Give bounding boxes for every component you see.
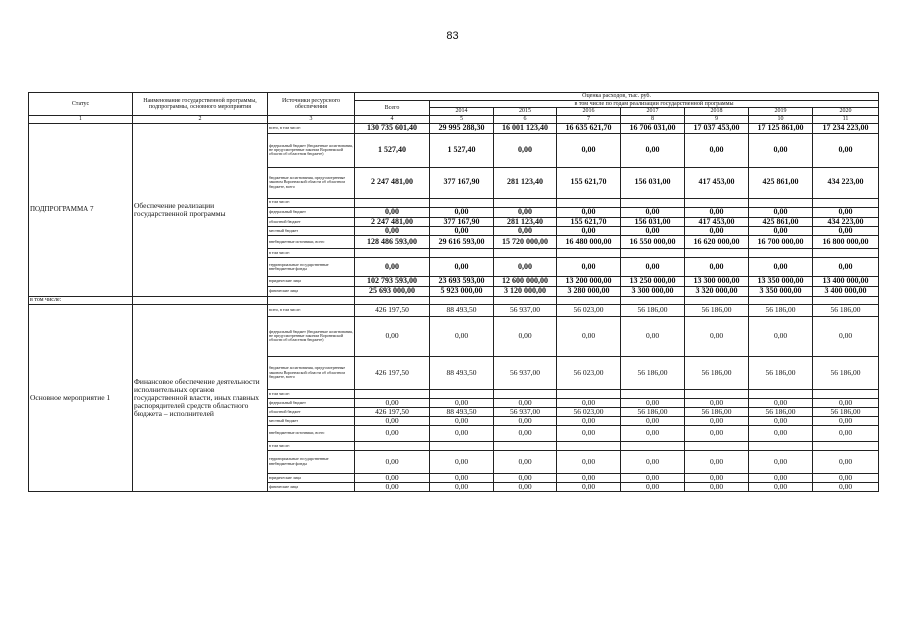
value-cell: 3 350 000,00 bbox=[749, 286, 813, 296]
value-cell: 56 186,00 bbox=[749, 356, 813, 389]
table-row bbox=[29, 304, 879, 316]
value-cell: 0,00 bbox=[685, 416, 749, 425]
value-cell: 0,00 bbox=[621, 398, 685, 407]
value-cell bbox=[430, 198, 494, 207]
value-cell: 128 486 593,00 bbox=[355, 236, 430, 249]
value-cell bbox=[685, 249, 749, 258]
value-cell: 0,00 bbox=[557, 416, 621, 425]
value-cell: 16 800 000,00 bbox=[813, 236, 879, 249]
column-number-3: 3 bbox=[268, 115, 355, 123]
value-cell: 56 023,00 bbox=[557, 356, 621, 389]
value-cell: 56 186,00 bbox=[685, 407, 749, 416]
column-number-8: 8 bbox=[621, 115, 685, 123]
value-cell: 17 125 861,00 bbox=[749, 123, 813, 133]
value-cell: 0,00 bbox=[749, 473, 813, 482]
column-number-2: 2 bbox=[133, 115, 268, 123]
value-cell bbox=[813, 198, 879, 207]
value-cell: 3 400 000,00 bbox=[813, 286, 879, 296]
empty-cell bbox=[685, 296, 749, 304]
header-year-2015: 2015 bbox=[494, 108, 557, 115]
value-cell: 0,00 bbox=[749, 416, 813, 425]
header-year-2016: 2016 bbox=[557, 108, 621, 115]
source-cell: федеральный бюджет (бюджетные ассигнования, не предусмотренные законом Воронежской области об областном бюджете) bbox=[268, 316, 355, 356]
value-cell: 417 453,00 bbox=[685, 167, 749, 198]
value-cell: 0,00 bbox=[813, 398, 879, 407]
empty-cell bbox=[749, 296, 813, 304]
header-year-2020: 2020 bbox=[813, 108, 879, 115]
empty-cell bbox=[430, 296, 494, 304]
value-cell: 0,00 bbox=[685, 316, 749, 356]
column-number-10: 10 bbox=[749, 115, 813, 123]
value-cell: 0,00 bbox=[355, 450, 430, 473]
value-cell: 0,00 bbox=[621, 450, 685, 473]
value-cell: 0,00 bbox=[355, 258, 430, 277]
including-row bbox=[29, 296, 879, 304]
value-cell bbox=[813, 441, 879, 450]
value-cell: 56 186,00 bbox=[813, 356, 879, 389]
value-cell bbox=[494, 249, 557, 258]
value-cell bbox=[685, 441, 749, 450]
source-cell: федеральный бюджет (бюджетные ассигнования, не предусмотренные законом Воронежской области об областном бюджете) bbox=[268, 133, 355, 167]
header-name: Наименование государственной программы, подпрограммы, основного мероприятия bbox=[133, 93, 268, 116]
value-cell: 1 527,40 bbox=[430, 133, 494, 167]
value-cell: 3 320 000,00 bbox=[685, 286, 749, 296]
value-cell: 0,00 bbox=[430, 316, 494, 356]
value-cell: 0,00 bbox=[749, 482, 813, 491]
column-number-6: 6 bbox=[494, 115, 557, 123]
value-cell bbox=[494, 441, 557, 450]
value-cell: 0,00 bbox=[749, 425, 813, 441]
value-cell: 0,00 bbox=[621, 207, 685, 217]
value-cell: 56 023,00 bbox=[557, 407, 621, 416]
value-cell: 1 527,40 bbox=[355, 133, 430, 167]
value-cell: 29 995 288,30 bbox=[430, 123, 494, 133]
value-cell: 0,00 bbox=[557, 398, 621, 407]
value-cell: 56 186,00 bbox=[621, 356, 685, 389]
header-year-2014: 2014 bbox=[430, 108, 494, 115]
value-cell: 426 197,50 bbox=[355, 304, 430, 316]
value-cell: 56 937,00 bbox=[494, 304, 557, 316]
table-body bbox=[29, 123, 879, 491]
value-cell bbox=[621, 198, 685, 207]
empty-cell bbox=[133, 296, 268, 304]
value-cell: 56 937,00 bbox=[494, 356, 557, 389]
value-cell: 0,00 bbox=[621, 416, 685, 425]
value-cell: 0,00 bbox=[355, 473, 430, 482]
source-cell: в том числе: bbox=[268, 249, 355, 258]
value-cell: 0,00 bbox=[355, 316, 430, 356]
value-cell: 16 635 621,70 bbox=[557, 123, 621, 133]
source-cell: всего, в том числе: bbox=[268, 304, 355, 316]
value-cell: 434 223,00 bbox=[813, 167, 879, 198]
value-cell: 16 550 000,00 bbox=[621, 236, 685, 249]
value-cell: 16 620 000,00 bbox=[685, 236, 749, 249]
value-cell: 434 223,00 bbox=[813, 217, 879, 226]
value-cell: 0,00 bbox=[494, 425, 557, 441]
header-estimate: Оценка расходов, тыс. руб. bbox=[355, 93, 879, 101]
source-cell: федеральный бюджет bbox=[268, 398, 355, 407]
value-cell: 0,00 bbox=[813, 482, 879, 491]
value-cell: 0,00 bbox=[813, 473, 879, 482]
value-cell: 0,00 bbox=[621, 316, 685, 356]
source-cell: в том числе: bbox=[268, 198, 355, 207]
value-cell: 0,00 bbox=[621, 482, 685, 491]
column-number-7: 7 bbox=[557, 115, 621, 123]
value-cell: 13 300 000,00 bbox=[685, 277, 749, 286]
value-cell: 0,00 bbox=[494, 450, 557, 473]
value-cell bbox=[749, 389, 813, 398]
value-cell: 0,00 bbox=[494, 482, 557, 491]
value-cell: 0,00 bbox=[430, 416, 494, 425]
value-cell: 0,00 bbox=[557, 226, 621, 235]
value-cell: 0,00 bbox=[685, 133, 749, 167]
value-cell: 0,00 bbox=[557, 482, 621, 491]
value-cell: 0,00 bbox=[621, 473, 685, 482]
value-cell: 0,00 bbox=[430, 450, 494, 473]
value-cell bbox=[355, 389, 430, 398]
value-cell: 417 453,00 bbox=[685, 217, 749, 226]
value-cell: 155 621,70 bbox=[557, 167, 621, 198]
value-cell: 102 793 593,00 bbox=[355, 277, 430, 286]
value-cell: 88 493,50 bbox=[430, 356, 494, 389]
value-cell: 425 861,00 bbox=[749, 167, 813, 198]
including-label: в том числе: bbox=[29, 296, 133, 304]
value-cell: 13 350 000,00 bbox=[749, 277, 813, 286]
value-cell: 0,00 bbox=[430, 226, 494, 235]
column-number-5: 5 bbox=[430, 115, 494, 123]
value-cell: 425 861,00 bbox=[749, 217, 813, 226]
value-cell: 0,00 bbox=[494, 258, 557, 277]
source-cell: физические лица bbox=[268, 482, 355, 491]
source-cell: территориальные государственные внебюджетные фонды bbox=[268, 258, 355, 277]
value-cell: 0,00 bbox=[494, 207, 557, 217]
value-cell: 0,00 bbox=[494, 398, 557, 407]
value-cell bbox=[749, 249, 813, 258]
value-cell: 0,00 bbox=[430, 482, 494, 491]
value-cell: 56 186,00 bbox=[685, 356, 749, 389]
source-cell: областной бюджет bbox=[268, 407, 355, 416]
page-number: 83 bbox=[446, 30, 459, 42]
value-cell bbox=[621, 389, 685, 398]
value-cell: 0,00 bbox=[430, 258, 494, 277]
value-cell: 156 031,00 bbox=[621, 167, 685, 198]
source-cell: местный бюджет bbox=[268, 416, 355, 425]
value-cell: 16 480 000,00 bbox=[557, 236, 621, 249]
column-number-1: 1 bbox=[29, 115, 133, 123]
source-cell: территориальные государственные внебюджетные фонды bbox=[268, 450, 355, 473]
value-cell: 0,00 bbox=[355, 425, 430, 441]
value-cell: 0,00 bbox=[621, 425, 685, 441]
empty-cell bbox=[494, 296, 557, 304]
value-cell: 0,00 bbox=[430, 425, 494, 441]
value-cell: 156 031,00 bbox=[621, 217, 685, 226]
budget-table bbox=[28, 92, 879, 492]
empty-cell bbox=[268, 296, 355, 304]
value-cell: 0,00 bbox=[494, 226, 557, 235]
value-cell: 0,00 bbox=[685, 258, 749, 277]
value-cell bbox=[621, 249, 685, 258]
empty-cell bbox=[557, 296, 621, 304]
header-sources: Источники ресурсного обеспечения bbox=[268, 93, 355, 116]
value-cell: 0,00 bbox=[813, 450, 879, 473]
value-cell bbox=[557, 389, 621, 398]
value-cell: 3 280 000,00 bbox=[557, 286, 621, 296]
value-cell: 0,00 bbox=[685, 450, 749, 473]
value-cell: 2 247 481,00 bbox=[355, 167, 430, 198]
status-cell: Основное мероприятие 1 bbox=[29, 304, 133, 491]
value-cell: 0,00 bbox=[557, 425, 621, 441]
value-cell bbox=[557, 441, 621, 450]
value-cell: 0,00 bbox=[494, 133, 557, 167]
value-cell: 17 037 453,00 bbox=[685, 123, 749, 133]
source-cell: в том числе: bbox=[268, 389, 355, 398]
empty-cell bbox=[355, 296, 430, 304]
header-year-2018: 2018 bbox=[685, 108, 749, 115]
value-cell: 0,00 bbox=[749, 133, 813, 167]
value-cell: 0,00 bbox=[685, 398, 749, 407]
value-cell: 0,00 bbox=[749, 398, 813, 407]
value-cell bbox=[749, 198, 813, 207]
value-cell bbox=[557, 249, 621, 258]
name-cell: Обеспечение реализации государственной программы bbox=[133, 123, 268, 296]
value-cell: 56 186,00 bbox=[749, 407, 813, 416]
header-by-years: в том числе по годам реализации государственной программы bbox=[430, 101, 879, 108]
value-cell: 0,00 bbox=[355, 398, 430, 407]
source-cell: федеральный бюджет bbox=[268, 207, 355, 217]
value-cell bbox=[494, 389, 557, 398]
value-cell: 0,00 bbox=[621, 258, 685, 277]
value-cell: 13 200 000,00 bbox=[557, 277, 621, 286]
value-cell: 0,00 bbox=[557, 316, 621, 356]
value-cell: 0,00 bbox=[749, 258, 813, 277]
value-cell: 0,00 bbox=[557, 133, 621, 167]
value-cell: 426 197,50 bbox=[355, 356, 430, 389]
value-cell: 426 197,50 bbox=[355, 407, 430, 416]
header-total: Всего bbox=[355, 101, 430, 116]
value-cell: 281 123,40 bbox=[494, 217, 557, 226]
value-cell bbox=[621, 441, 685, 450]
source-cell: всего, в том числе: bbox=[268, 123, 355, 133]
value-cell: 17 234 223,00 bbox=[813, 123, 879, 133]
value-cell: 3 120 000,00 bbox=[494, 286, 557, 296]
value-cell: 0,00 bbox=[813, 316, 879, 356]
value-cell: 16 706 031,00 bbox=[621, 123, 685, 133]
value-cell bbox=[557, 198, 621, 207]
value-cell: 0,00 bbox=[621, 226, 685, 235]
value-cell: 88 493,50 bbox=[430, 304, 494, 316]
source-cell: физические лица bbox=[268, 286, 355, 296]
value-cell: 16 700 000,00 bbox=[749, 236, 813, 249]
value-cell: 0,00 bbox=[557, 258, 621, 277]
source-cell: областной бюджет bbox=[268, 217, 355, 226]
value-cell: 0,00 bbox=[749, 226, 813, 235]
table-row bbox=[29, 123, 879, 133]
source-cell: бюджетные ассигнования, предусмотренные законом Воронежской области об областном бюджете, всего bbox=[268, 167, 355, 198]
value-cell: 281 123,40 bbox=[494, 167, 557, 198]
value-cell: 0,00 bbox=[355, 226, 430, 235]
value-cell: 0,00 bbox=[685, 207, 749, 217]
value-cell: 0,00 bbox=[494, 473, 557, 482]
header-year-2017: 2017 bbox=[621, 108, 685, 115]
value-cell: 0,00 bbox=[813, 425, 879, 441]
empty-cell bbox=[813, 296, 879, 304]
value-cell: 0,00 bbox=[355, 482, 430, 491]
value-cell: 23 693 593,00 bbox=[430, 277, 494, 286]
value-cell bbox=[685, 198, 749, 207]
source-cell: внебюджетные источники, всего bbox=[268, 236, 355, 249]
value-cell bbox=[430, 249, 494, 258]
source-cell: юридические лица bbox=[268, 277, 355, 286]
value-cell: 0,00 bbox=[685, 425, 749, 441]
value-cell: 0,00 bbox=[749, 450, 813, 473]
value-cell bbox=[685, 389, 749, 398]
value-cell: 25 693 000,00 bbox=[355, 286, 430, 296]
value-cell: 0,00 bbox=[430, 473, 494, 482]
value-cell: 377 167,90 bbox=[430, 167, 494, 198]
value-cell bbox=[813, 249, 879, 258]
value-cell: 130 735 601,40 bbox=[355, 123, 430, 133]
value-cell: 0,00 bbox=[749, 207, 813, 217]
value-cell: 0,00 bbox=[557, 473, 621, 482]
value-cell: 56 186,00 bbox=[621, 304, 685, 316]
value-cell: 0,00 bbox=[430, 207, 494, 217]
value-cell: 0,00 bbox=[749, 316, 813, 356]
value-cell: 56 186,00 bbox=[621, 407, 685, 416]
header-year-2019: 2019 bbox=[749, 108, 813, 115]
value-cell: 0,00 bbox=[813, 207, 879, 217]
value-cell bbox=[355, 249, 430, 258]
value-cell: 0,00 bbox=[494, 316, 557, 356]
value-cell: 0,00 bbox=[685, 473, 749, 482]
value-cell bbox=[430, 389, 494, 398]
value-cell: 0,00 bbox=[430, 398, 494, 407]
value-cell: 13 400 000,00 bbox=[813, 277, 879, 286]
source-cell: бюджетные ассигнования, предусмотренные законом Воронежской области об областном бюджете, всего bbox=[268, 356, 355, 389]
value-cell: 5 923 000,00 bbox=[430, 286, 494, 296]
status-cell: ПОДПРОГРАММА 7 bbox=[29, 123, 133, 296]
source-cell: местный бюджет bbox=[268, 226, 355, 235]
value-cell: 56 186,00 bbox=[813, 304, 879, 316]
value-cell: 0,00 bbox=[813, 258, 879, 277]
value-cell bbox=[430, 441, 494, 450]
value-cell: 0,00 bbox=[813, 416, 879, 425]
column-numbers-row bbox=[29, 115, 879, 123]
value-cell: 377 167,90 bbox=[430, 217, 494, 226]
source-cell: внебюджетные источники, всего bbox=[268, 425, 355, 441]
value-cell: 56 186,00 bbox=[813, 407, 879, 416]
value-cell: 0,00 bbox=[355, 207, 430, 217]
column-number-11: 11 bbox=[813, 115, 879, 123]
value-cell: 2 247 481,00 bbox=[355, 217, 430, 226]
value-cell: 0,00 bbox=[557, 450, 621, 473]
value-cell: 88 493,50 bbox=[430, 407, 494, 416]
header-status: Статус bbox=[29, 93, 133, 116]
value-cell: 56 186,00 bbox=[685, 304, 749, 316]
value-cell: 56 937,00 bbox=[494, 407, 557, 416]
value-cell: 15 720 000,00 bbox=[494, 236, 557, 249]
value-cell bbox=[355, 198, 430, 207]
value-cell: 155 621,70 bbox=[557, 217, 621, 226]
value-cell: 0,00 bbox=[813, 226, 879, 235]
column-number-9: 9 bbox=[685, 115, 749, 123]
value-cell: 3 300 000,00 bbox=[621, 286, 685, 296]
value-cell: 0,00 bbox=[621, 133, 685, 167]
value-cell: 0,00 bbox=[685, 482, 749, 491]
empty-cell bbox=[621, 296, 685, 304]
value-cell: 12 600 000,00 bbox=[494, 277, 557, 286]
value-cell: 0,00 bbox=[813, 133, 879, 167]
value-cell bbox=[355, 441, 430, 450]
table-header bbox=[29, 93, 879, 124]
value-cell bbox=[494, 198, 557, 207]
value-cell: 56 186,00 bbox=[749, 304, 813, 316]
value-cell: 0,00 bbox=[557, 207, 621, 217]
value-cell bbox=[813, 389, 879, 398]
column-number-4: 4 bbox=[355, 115, 430, 123]
value-cell bbox=[749, 441, 813, 450]
value-cell: 0,00 bbox=[355, 416, 430, 425]
source-cell: в том числе: bbox=[268, 441, 355, 450]
value-cell: 13 250 000,00 bbox=[621, 277, 685, 286]
value-cell: 16 001 123,40 bbox=[494, 123, 557, 133]
name-cell: Финансовое обеспечение деятельности исполнительных органов государственной власти, иных главных распорядителей средств областного бюджета – исполнителей bbox=[133, 304, 268, 491]
source-cell: юридические лица bbox=[268, 473, 355, 482]
value-cell: 56 023,00 bbox=[557, 304, 621, 316]
value-cell: 0,00 bbox=[494, 416, 557, 425]
value-cell: 29 616 593,00 bbox=[430, 236, 494, 249]
value-cell: 0,00 bbox=[685, 226, 749, 235]
